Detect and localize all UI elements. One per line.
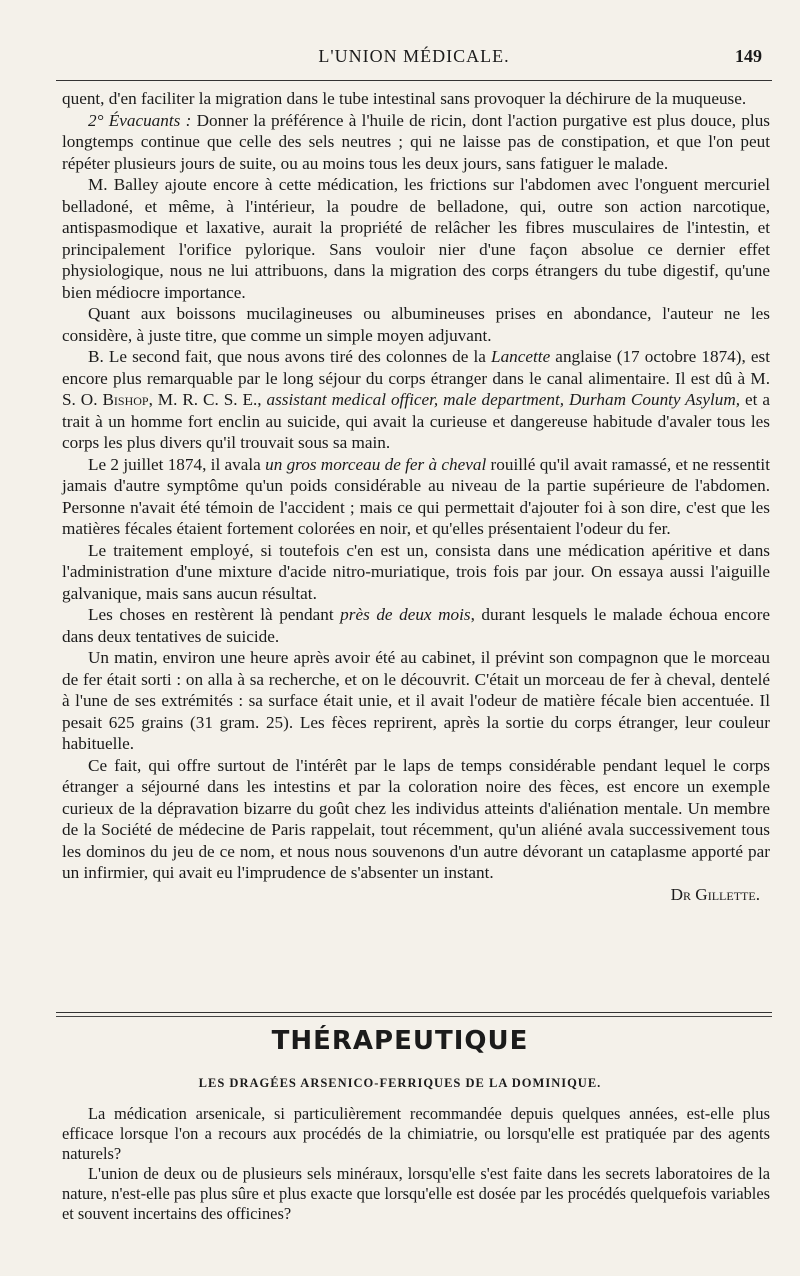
paragraph-text: Les choses en restèrent là pendant [88, 605, 341, 624]
paragraph-text: , M. R. C. S. E., [148, 390, 267, 409]
paragraph-text: B. Le second fait, que nous avons tiré des colonnes de la [88, 347, 492, 366]
paragraph: M. Balley ajoute encore à cette médication, les frictions sur l'abdomen avec l'onguent mercuriel belladoné, et même, à l'intérieur, la poudre de belladone, qui, outre son action narcotique, antispasmodique et laxative, aurait la propriété de relâcher les fibres musculaires de l'intestin, et principalement l'orifice pylorique. Sans vouloir nier d'une façon absolue ce dernier effet physiologique, nous ne lui attribuons, dans la migration des corps étrangers du tube digestif, qu'une bien médiocre importance. [62, 175, 770, 302]
emphasis: un gros morceau de fer à cheval [265, 454, 487, 474]
paragraph: Ce fait, qui offre surtout de l'intérêt par le laps de temps considérable pendant lequel le corps étranger a séjourné dans les intestins et par la coloration noire des fèces, est encore un exemple curieux de la dépravation bizarre du goût chez les individus atteints d'aliénation mentale. Un membre de la Société de médecine de Paris rappelait, tout récemment, qu'un aliéné avala successivement tous les dominos du jeu de ce nom, et nous nous souvenons d'un autre dévorant un cataplasme apporté par un infirmier, qui avait eu l'imprudence de s'absenter un instant. [62, 755, 770, 882]
paragraph: Le traitement employé, si toutefois c'en est un, consista dans une médication apéritive et dans l'administration d'une mixture d'acide nitro-muriatique, trois fois par jour. On essaya aussi l'aiguille galvanique, mais sans aucun résultat. [62, 540, 770, 603]
paragraph-text: Donner la préférence à l'huile de ricin, dont l'action purgative est plus douce, plus longtemps continue que celle des sels neutres ; qui ne laisse pas de constipation, et que l'on peut répéter plusieurs jours de suite, ou au moins tous les deux jours, sans fatiguer le malade. [62, 110, 770, 173]
section-body [62, 1104, 770, 1224]
section-rule-bottom [56, 1016, 772, 1017]
running-title: L'UNION MÉDICALE. [318, 46, 510, 66]
affiliation: assistant medical officer, male department, Durham County Asylum, [266, 390, 741, 409]
section-title: THÉRAPEUTIQUE [271, 1026, 529, 1056]
paragraph: Un matin, environ une heure après avoir été au cabinet, il prévint son compagnon que le morceau de fer était sorti : on alla à sa recherche, et on le découvrit. C'était un morceau de fer à cheval, dentelé à l'une de ses extrémités : sa surface était unie, et il avait l'odeur de matière fécale bien accentuée. Il pesait 625 grains (31 gram. 25). Les fèces reprirent, après la sortie du corps étranger, leur couleur habituelle. [62, 648, 770, 753]
paragraph [62, 346, 770, 454]
paragraph: L'union de deux ou de plusieurs sels minéraux, lorsqu'elle s'est faite dans les secrets laboratoires de la nature, n'est-elle pas plus sûre et plus exacte que lorsqu'elle est dosée par les procédés quelquefois variables et souvent incertains des officines? [62, 1164, 770, 1223]
header-rule [56, 80, 772, 81]
evacuants-label: 2° Évacuants : [88, 110, 192, 130]
page-number: 149 [735, 46, 762, 66]
paragraph [62, 110, 770, 175]
paragraph-text: et a trait à un homme fort enclin au suicide, qui avait la curieuse et dangereuse habitude d'avaler tous les corps les plus divers qu'il trouvait sous sa main. [62, 390, 770, 452]
paragraph-text: Le 2 juillet 1874, il avala [88, 454, 266, 474]
section-rule-top [56, 1012, 772, 1013]
paragraph [62, 604, 770, 647]
paragraph-text: , durant lesquels le malade échoua encore dans deux tentatives de suicide. [62, 605, 770, 646]
author-name: Bishop [102, 390, 149, 409]
section-subtitle: LES DRAGÉES ARSENICO-FERRIQUES DE LA DOMINIQUE. [198, 1076, 602, 1090]
signature: Dr Gillette. [670, 884, 760, 904]
paragraph: La médication arsenicale, si particulièrement recommandée depuis quelques années, est-elle plus efficace lorsque l'on a recours aux procédés de la chimiatrie, ou lorsqu'elle est pratiquée par des agents naturels? [62, 1104, 770, 1163]
paragraph-text: anglaise (17 octobre 1874), est encore plus remarquable par le long séjour du corps étranger dans le canal alimentaire. Il est dû à M. S. O. [62, 347, 770, 409]
journal-name: Lancette [491, 347, 551, 366]
emphasis: près de deux mois [340, 605, 471, 624]
paragraph: quent, d'en faciliter la migration dans le tube intestinal sans provoquer la déchirure de la muqueuse. [62, 89, 747, 108]
paragraph: Quant aux boissons mucilagineuses ou albumineuses prises en abondance, l'auteur ne les considère, à juste titre, que comme un simple moyen adjuvant. [62, 304, 770, 345]
page-header [56, 46, 772, 72]
paragraph [62, 454, 770, 540]
article-body [62, 88, 770, 905]
paragraph-text: rouillé qu'il avait ramassé, et ne ressentit jamais d'autre symptôme qu'un poids considérable au niveau de la partie supérieure de l'abdomen. Personne n'avait été témoin de l'accident ; mais ce qui permettait d'ajouter foi à son dire, c'est que les matières fécales étaient fortement colorées en noir, et qu'elles présentaient l'odeur du fer. [62, 454, 770, 538]
